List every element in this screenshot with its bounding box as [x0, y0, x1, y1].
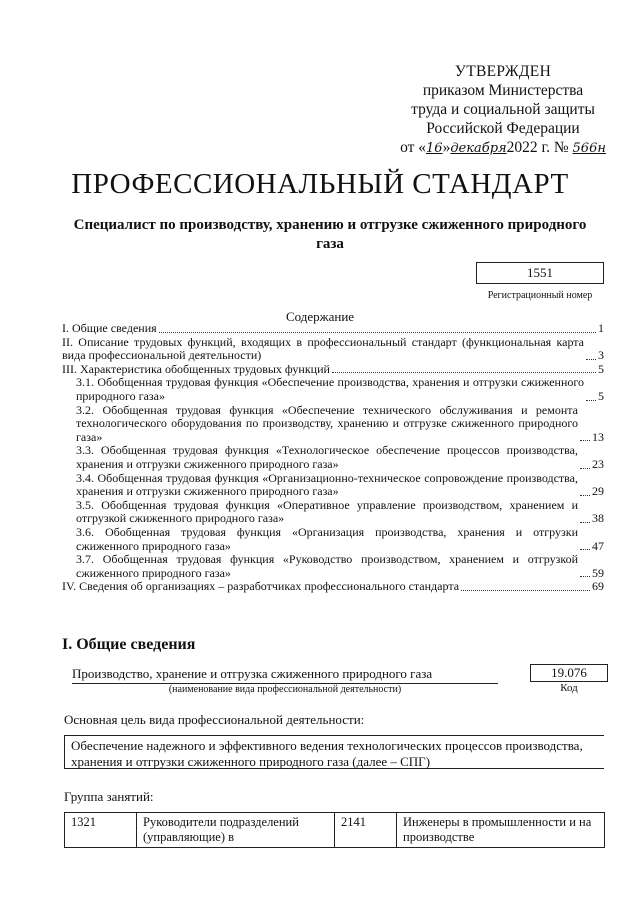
goal-label: Основная цель вида профессиональной деятельности: — [64, 712, 365, 727]
approval-line: труда и социальной защиты — [411, 101, 595, 118]
occupation-name-cell: Руководители подразделений (управляющие) в — [137, 813, 335, 848]
approval-title: УТВЕРЖДЕН — [454, 63, 552, 80]
handwritten-order-number: 566н — [572, 141, 606, 156]
handwritten-day: 16 — [426, 141, 443, 156]
toc-page-number: 5 — [598, 361, 604, 376]
handwritten-month: декабря — [450, 141, 507, 156]
approval-line: Российской Федерации — [426, 120, 580, 137]
date-quote: » — [442, 139, 451, 156]
activity-code-box: 19.076 — [530, 664, 608, 682]
activity-code-caption: Код — [560, 682, 578, 694]
occupation-name-cell: Инженеры в промышленности и на производстве — [397, 813, 605, 848]
toc-entry[interactable]: III. Характеристика обобщенных трудовых функций 5 — [62, 361, 604, 376]
approval-line: приказом Министерства — [422, 82, 584, 99]
goal-text-box: Обеспечение надежного и эффективного ведения технологических процессов производства, хранения и отгрузки сжиженного природного газа (далее – СПГ) — [64, 735, 604, 769]
document-title: ПРОФЕССИОНАЛЬНЫЙ СТАНДАРТ — [71, 168, 569, 200]
toc-entry[interactable]: 3.6. Обобщенная трудовая функция «Организация производства, хранения и отгрузки сжиженного природного газа» 47 — [76, 524, 604, 553]
table-row — [65, 813, 605, 848]
table-of-contents — [62, 322, 604, 594]
toc-page-number: 5 — [598, 388, 604, 403]
toc-page-number: 23 — [592, 456, 604, 471]
toc-entry[interactable]: 3.2. Обобщенная трудовая функция «Обеспечение технического обслуживания и ремонта технологического оборудования по производству, хранению и отгрузке сжиженного природного газа» 13 — [76, 402, 604, 444]
toc-entry[interactable]: 3.1. Обобщенная трудовая функция «Обеспечение производства, хранения и отгрузки сжиженного природного газа» 5 — [76, 375, 604, 403]
toc-entry[interactable]: I. Общие сведения 1 — [62, 321, 604, 335]
toc-entry[interactable]: 3.3. Обобщенная трудовая функция «Технологическое обеспечение процессов производства, хранения и отгрузки сжиженного природного газа» 23 — [76, 443, 604, 471]
activity-name-field: Производство, хранение и отгрузка сжиженного природного газа — [72, 666, 498, 684]
standard-name: Специалист по производству, хранению и отгрузке сжиженного природного газа — [73, 217, 587, 252]
approval-block — [388, 62, 618, 158]
toc-page-number: 59 — [592, 565, 604, 580]
toc-page-number: 13 — [592, 429, 604, 444]
registration-number-caption: Регистрационный номер — [487, 290, 593, 301]
toc-page-number: 47 — [592, 538, 604, 553]
toc-page-number: 38 — [592, 511, 604, 526]
occupation-group-label: Группа занятий: — [64, 789, 154, 804]
registration-number-box: 1551 — [476, 262, 604, 284]
toc-page-number: 29 — [592, 484, 604, 499]
toc-entry[interactable]: 3.4. Обобщенная трудовая функция «Организационно-техническое сопровождение производства, хранения и отгрузки сжиженного природного газа» 29 — [76, 470, 604, 499]
activity-name-caption: (наименование вида профессиональной деятельности) — [168, 684, 402, 695]
occupation-group-table — [64, 812, 605, 848]
toc-entry[interactable]: II. Описание трудовых функций, входящих в профессиональный стандарт (функциональная карта вида профессиональной деятельности) 3 — [62, 334, 604, 363]
toc-heading: Содержание — [285, 309, 355, 324]
date-prefix: от « — [400, 139, 427, 156]
section-heading: I. Общие сведения — [62, 636, 196, 653]
occupation-code-cell: 1321 — [65, 813, 137, 848]
toc-page-number: 3 — [598, 348, 604, 363]
toc-entry[interactable]: 3.7. Обобщенная трудовая функция «Руководство производством, хранением и отгрузкой сжиженного природного газа» 59 — [76, 552, 604, 580]
toc-entry[interactable]: 3.5. Обобщенная трудовая функция «Оперативное управление производством, хранением и отгрузкой сжиженного природного газа» 38 — [76, 497, 604, 526]
occupation-code-cell: 2141 — [335, 813, 397, 848]
toc-page-number: 1 — [598, 321, 604, 335]
toc-entry[interactable]: IV. Сведения об организациях – разработчиках профессионального стандарта 69 — [62, 579, 604, 594]
toc-page-number: 69 — [592, 579, 604, 594]
order-year: 2022 г. № — [506, 139, 569, 156]
order-date-line — [388, 138, 618, 158]
